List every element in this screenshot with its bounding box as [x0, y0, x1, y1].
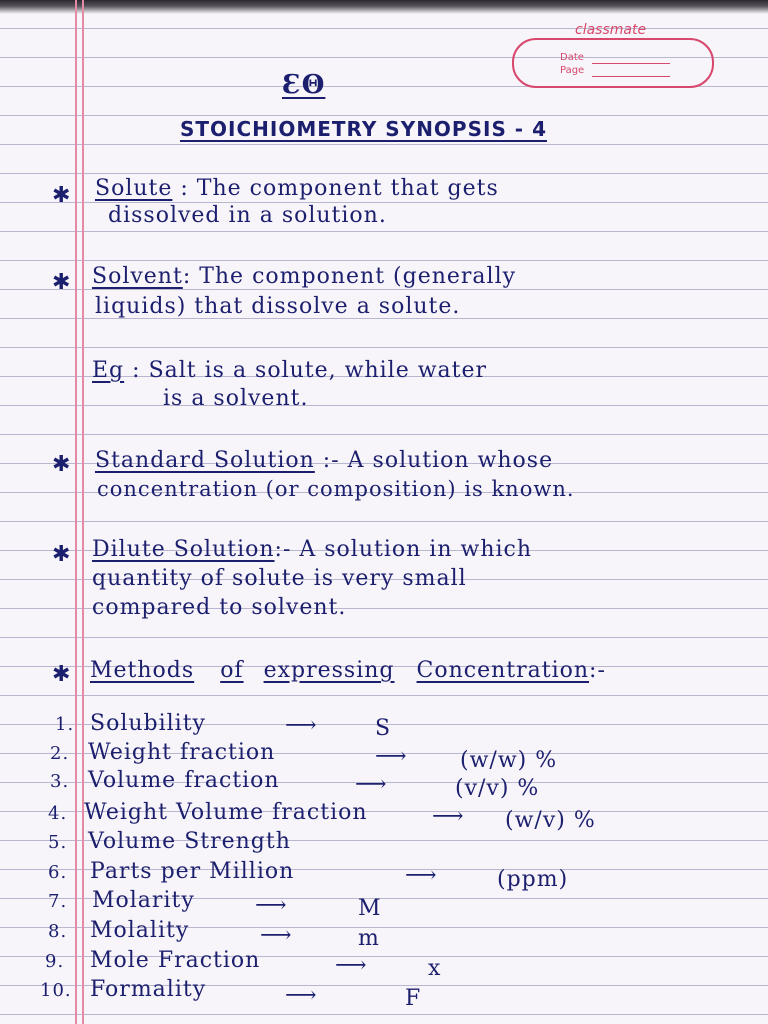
- definition-line: liquids) that dissolve a solute.: [95, 294, 461, 319]
- date-label: Date: [560, 52, 584, 63]
- method-symbol: (w/v) %: [505, 808, 596, 833]
- method-name: Solubility: [90, 711, 206, 736]
- method-name: Volume Strength: [88, 829, 291, 854]
- list-number: 10.: [40, 980, 72, 1001]
- bullet-star-icon: ✱: [52, 270, 72, 295]
- page-line: [592, 76, 670, 77]
- list-number: 7.: [48, 891, 68, 912]
- method-symbol: (ppm): [497, 867, 569, 892]
- date-line: [592, 63, 670, 64]
- method-symbol: S: [375, 716, 392, 741]
- top-edge-shadow: [0, 0, 768, 14]
- margin-line: [82, 0, 84, 1024]
- definition-line: dissolved in a solution.: [108, 203, 387, 228]
- page-title: STOICHIOMETRY SYNOPSIS - 4: [180, 117, 547, 141]
- bullet-star-icon: ✱: [52, 452, 72, 477]
- arrow-icon: ⟶: [260, 923, 293, 948]
- arrow-icon: ⟶: [432, 804, 465, 829]
- method-name: Volume fraction: [88, 768, 280, 793]
- definition-line: concentration (or composition) is known.: [97, 477, 575, 501]
- page-label: Page: [560, 65, 585, 76]
- term: Solute: [95, 176, 173, 201]
- definition-dilute-solution: Dilute Solution:- A solution in which: [92, 537, 533, 562]
- definition-solvent: Solvent: The component (generally: [92, 264, 517, 289]
- example-line: is a solvent.: [163, 386, 309, 411]
- term: Solvent: [92, 264, 183, 289]
- bullet-star-icon: ✱: [52, 183, 72, 208]
- method-name: Molarity: [92, 888, 195, 913]
- arrow-icon: ⟶: [355, 772, 388, 797]
- method-name: Molality: [90, 918, 190, 943]
- arrow-icon: ⟶: [255, 893, 288, 918]
- list-number: 4.: [48, 803, 68, 824]
- method-name: Weight Volume fraction: [84, 800, 368, 825]
- arrow-icon: ⟶: [335, 953, 368, 978]
- method-symbol: F: [405, 986, 422, 1011]
- method-name: Parts per Million: [90, 859, 295, 884]
- brand-logo: classmate: [575, 22, 647, 38]
- definition-solute: Solute : The component that gets: [95, 176, 499, 201]
- method-name: Mole Fraction: [90, 948, 261, 973]
- arrow-icon: ⟶: [405, 863, 438, 888]
- example-label: Eg: [92, 358, 125, 383]
- arrow-icon: ⟶: [375, 744, 408, 769]
- method-symbol: m: [358, 926, 380, 951]
- method-symbol: (w/w) %: [460, 748, 558, 773]
- method-name: Weight fraction: [88, 740, 276, 765]
- method-symbol: x: [428, 956, 442, 981]
- list-number: 3.: [50, 771, 70, 792]
- margin-line: [75, 0, 77, 1024]
- arrow-icon: ⟶: [285, 713, 318, 738]
- term: Standard Solution: [95, 448, 315, 473]
- list-number: 5.: [48, 832, 68, 853]
- definition-line: quantity of solute is very small: [92, 566, 467, 591]
- om-mark: ƐΘ: [282, 70, 326, 100]
- definition-line: compared to solvent.: [92, 595, 347, 620]
- list-number: 8.: [48, 921, 68, 942]
- example-line: Eg : Salt is a solute, while water: [92, 358, 488, 383]
- bullet-star-icon: ✱: [52, 542, 72, 567]
- method-symbol: M: [358, 896, 382, 921]
- list-number: 1.: [55, 714, 75, 735]
- list-number: 2.: [50, 743, 70, 764]
- list-number: 9.: [45, 951, 65, 972]
- term: Dilute Solution: [92, 537, 275, 562]
- definition-standard-solution: Standard Solution :- A solution whose: [95, 448, 554, 473]
- method-symbol: (v/v) %: [455, 776, 540, 801]
- arrow-icon: ⟶: [285, 983, 318, 1008]
- methods-heading: Methods of expressing Concentration:-: [90, 658, 606, 683]
- list-number: 6.: [48, 862, 68, 883]
- bullet-star-icon: ✱: [52, 662, 72, 687]
- method-name: Formality: [90, 977, 207, 1002]
